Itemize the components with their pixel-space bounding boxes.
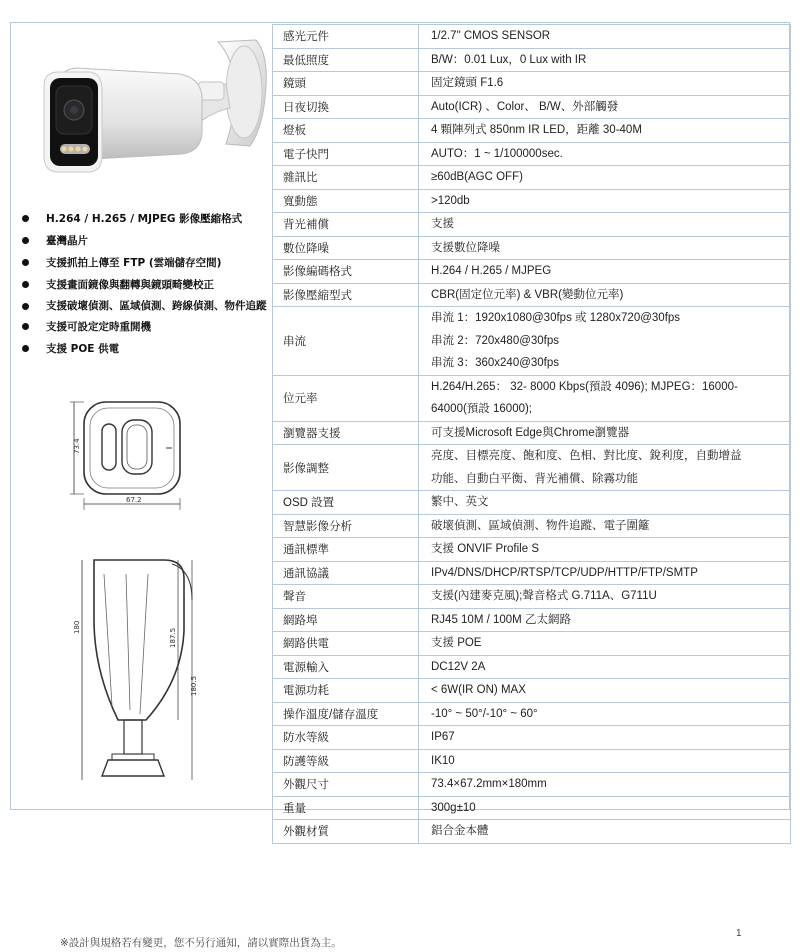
spec-value <box>419 48 791 72</box>
feature-item: 支援 POE 供電 <box>20 338 270 360</box>
feature-item: 臺灣晶片 <box>20 230 270 252</box>
spec-value-line: 支援 ONVIF Profile S <box>431 543 539 555</box>
spec-value <box>419 213 791 237</box>
spec-value-line: IPv4/DNS/DHCP/RTSP/TCP/UDP/HTTP/FTP/SMTP <box>431 566 698 579</box>
spec-label: 感光元件 <box>273 25 419 49</box>
spec-row <box>273 514 791 538</box>
spec-row <box>273 796 791 820</box>
spec-value-line: 串流 1：1920x1080@30fps 或 1280x720@30fps <box>431 312 681 324</box>
side-height-label-3: 180.5 <box>190 675 198 696</box>
feature-item: 支援抓拍上傳至 FTP (雲端儲存空間) <box>20 252 270 274</box>
spec-row <box>273 491 791 515</box>
spec-value-line: IP67 <box>431 731 455 743</box>
feature-item: 支援可設定定時重開機 <box>20 316 270 338</box>
spec-value <box>419 307 791 376</box>
spec-label: OSD 設置 <box>273 491 419 515</box>
spec-value-line: 固定鏡頭 F1.6 <box>431 77 504 89</box>
spec-value-line: ≥60dB(AGC OFF) <box>431 171 523 183</box>
spec-value-line: >120db <box>431 194 470 207</box>
spec-value-line: B/W：0.01 Lux，0 Lux with IR <box>431 53 587 66</box>
spec-label: 瀏覽器支援 <box>273 421 419 445</box>
spec-label: 電子快門 <box>273 142 419 166</box>
front-height-label: 73.4 <box>73 438 81 454</box>
spec-value-line: 串流 3：360x240@30fps <box>431 357 560 369</box>
spec-value-line: -10° ~ 50°/-10° ~ 60° <box>431 707 538 720</box>
spec-value-line: 支援 <box>431 218 454 230</box>
spec-label: 串流 <box>273 307 419 376</box>
spec-label: 外觀材質 <box>273 820 419 844</box>
spec-value-line: H.264/H.265： 32- 8000 Kbps(預設 4096); MJPEG：16000- <box>431 380 738 393</box>
spec-label: 燈板 <box>273 119 419 143</box>
spec-value <box>419 538 791 562</box>
spec-value <box>419 632 791 656</box>
spec-value-line: 繁中、英文 <box>431 496 489 508</box>
spec-value <box>419 514 791 538</box>
spec-value-line: 串流 2：720x480@30fps <box>431 334 560 347</box>
spec-value-line: 可支援Microsoft Edge與Chrome瀏覽器 <box>431 426 630 439</box>
spec-label: 電源功耗 <box>273 679 419 703</box>
spec-row <box>273 236 791 260</box>
spec-value <box>419 491 791 515</box>
spec-label: 網路埠 <box>273 608 419 632</box>
spec-value <box>419 283 791 307</box>
spec-label: 聲音 <box>273 585 419 609</box>
spec-label: 影像調整 <box>273 445 419 491</box>
spec-value-line: 鋁合金本體 <box>431 825 489 837</box>
feature-list <box>20 208 270 360</box>
spec-value-line: 支援(內建麥克風);聲音格式 G.711A、G711U <box>431 590 657 602</box>
spec-value <box>419 142 791 166</box>
spec-value <box>419 796 791 820</box>
spec-value <box>419 260 791 284</box>
spec-label: 防水等級 <box>273 726 419 750</box>
spec-value <box>419 375 791 421</box>
spec-value-line: 支援 POE <box>431 637 482 649</box>
spec-value-line: RJ45 10M / 100M 乙太網路 <box>431 613 571 626</box>
spec-row <box>273 166 791 190</box>
spec-value-line: 73.4×67.2mm×180mm <box>431 778 547 790</box>
spec-row <box>273 632 791 656</box>
spec-value-line: 4 顆陣列式 850nm IR LED，距離 30-40M <box>431 124 642 136</box>
spec-value <box>419 655 791 679</box>
spec-row <box>273 726 791 750</box>
spec-value <box>419 95 791 119</box>
spec-row <box>273 538 791 562</box>
spec-label: 外觀尺寸 <box>273 773 419 797</box>
page-number: 1 <box>736 928 742 939</box>
spec-value <box>419 773 791 797</box>
front-dimension-drawing <box>68 392 188 512</box>
spec-label: 雜訊比 <box>273 166 419 190</box>
spec-value-line: DC12V 2A <box>431 660 486 673</box>
spec-label: 背光補償 <box>273 213 419 237</box>
spec-row <box>273 561 791 585</box>
spec-value-line: Auto(ICR) 、Color、 B/W、外部觸發 <box>431 100 619 113</box>
spec-value-line: 64000(預設 16000); <box>431 403 533 415</box>
side-dimension-drawing <box>68 530 198 792</box>
spec-value-line: H.264 / H.265 / MJPEG <box>431 265 552 277</box>
spec-label: 防護等級 <box>273 749 419 773</box>
spec-row <box>273 213 791 237</box>
spec-label: 寬動態 <box>273 189 419 213</box>
spec-value <box>419 189 791 213</box>
spec-row <box>273 749 791 773</box>
spec-row <box>273 702 791 726</box>
spec-row <box>273 142 791 166</box>
spec-label: 智慧影像分析 <box>273 514 419 538</box>
spec-value-line: 破壞偵測、區域偵測、物件追蹤、電子圍籬 <box>431 519 650 532</box>
spec-value <box>419 72 791 96</box>
spec-row <box>273 260 791 284</box>
spec-label: 數位降噪 <box>273 236 419 260</box>
spec-row <box>273 25 791 49</box>
spec-value-line: IK10 <box>431 754 455 767</box>
spec-value <box>419 749 791 773</box>
spec-value <box>419 166 791 190</box>
spec-value <box>419 702 791 726</box>
footnote: ※設計與規格若有變更，您不另行通知，請以實際出貨為主。 <box>60 937 342 949</box>
spec-value-line: 1/2.7" CMOS SENSOR <box>431 30 551 42</box>
spec-value-line: 300g±10 <box>431 801 476 814</box>
spec-row <box>273 307 791 376</box>
spec-label: 影像編碼格式 <box>273 260 419 284</box>
spec-row <box>273 585 791 609</box>
spec-label: 重量 <box>273 796 419 820</box>
spec-value-line: AUTO：1 ~ 1/100000sec. <box>431 147 563 160</box>
spec-value <box>419 25 791 49</box>
spec-label: 網路供電 <box>273 632 419 656</box>
spec-label: 最低照度 <box>273 48 419 72</box>
side-height-label-1: 180 <box>73 620 81 634</box>
spec-label: 位元率 <box>273 375 419 421</box>
spec-row <box>273 48 791 72</box>
spec-label: 電源輸入 <box>273 655 419 679</box>
side-height-label-2: 187.5 <box>169 627 177 648</box>
spec-value-line: 功能、自動白平衡、背光補償、除霧功能 <box>431 472 638 485</box>
spec-value <box>419 820 791 844</box>
spec-value <box>419 679 791 703</box>
spec-value-line: < 6W(IR ON) MAX <box>431 684 526 696</box>
spec-value <box>419 236 791 260</box>
spec-value-line: 亮度、目標亮度、飽和度、色相、對比度、銳利度，自動增益 <box>431 450 742 462</box>
spec-value <box>419 561 791 585</box>
spec-value <box>419 608 791 632</box>
camera-photo <box>30 34 270 194</box>
spec-value-line: 支援數位降噪 <box>431 241 500 254</box>
spec-row <box>273 773 791 797</box>
spec-row <box>273 608 791 632</box>
left-panel <box>10 22 272 810</box>
spec-row <box>273 820 791 844</box>
spec-row <box>273 655 791 679</box>
spec-label: 日夜切換 <box>273 95 419 119</box>
feature-item: 支援破壞偵測、區域偵測、跨線偵測、物件追蹤 <box>20 296 270 316</box>
spec-value <box>419 726 791 750</box>
spec-label: 通訊標準 <box>273 538 419 562</box>
spec-value <box>419 585 791 609</box>
spec-value <box>419 421 791 445</box>
feature-item: 支援畫面鏡像與翻轉與鏡頭畸變校正 <box>20 274 270 296</box>
spec-value <box>419 445 791 491</box>
spec-row <box>273 375 791 421</box>
spec-value-line: CBR(固定位元率) & VBR(變動位元率) <box>431 288 624 301</box>
spec-table <box>272 24 791 844</box>
spec-label: 影像壓縮型式 <box>273 283 419 307</box>
front-width-label: 67.2 <box>126 496 142 504</box>
spec-row <box>273 119 791 143</box>
feature-item: H.264 / H.265 / MJPEG 影像壓縮格式 <box>20 208 270 230</box>
spec-label: 鏡頭 <box>273 72 419 96</box>
spec-row <box>273 421 791 445</box>
spec-row <box>273 679 791 703</box>
spec-label: 操作溫度/儲存溫度 <box>273 702 419 726</box>
spec-row <box>273 445 791 491</box>
spec-label: 通訊協議 <box>273 561 419 585</box>
spec-value <box>419 119 791 143</box>
spec-row <box>273 189 791 213</box>
spec-row <box>273 283 791 307</box>
spec-row <box>273 72 791 96</box>
spec-row <box>273 95 791 119</box>
